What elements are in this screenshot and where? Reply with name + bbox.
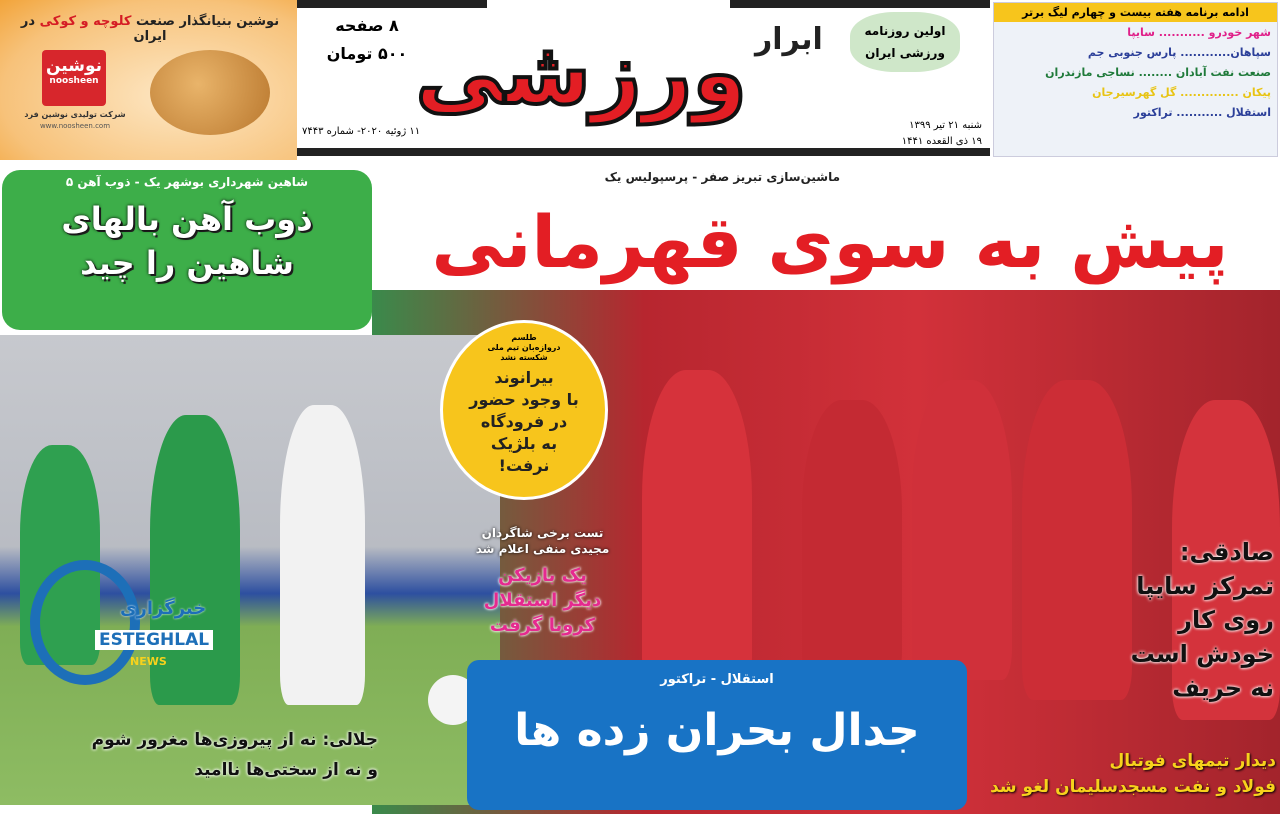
- watermark-fa: خبرگزاری: [120, 598, 207, 619]
- league-schedule-box: [993, 2, 1278, 157]
- league-match: پیکان .............. گل گهرسیرجان: [1092, 86, 1271, 99]
- corona-story: [455, 525, 630, 638]
- watermark-en: ESTEGHLAL: [95, 630, 213, 650]
- story-headline: جدال بحران زده ها: [514, 705, 920, 756]
- logo-prefix: ابرار: [755, 22, 823, 57]
- league-match: صنعت نفت آبادان ........ نساجی مازندران: [1045, 66, 1271, 79]
- newspaper-logo: ورزشی: [415, 21, 747, 124]
- esteghlal-tractor-story: [467, 660, 967, 810]
- issue-date: شنبه ۲۱ تیر ۱۳۹۹ ۱۹ ذی القعده ۱۴۴۱: [901, 120, 982, 147]
- cookie-image: [150, 50, 270, 135]
- esteghlal-news-watermark: [20, 560, 220, 690]
- issue-line: ۱۱ ژوئیه ۲۰۲۰- شماره ۷۴۴۳: [302, 126, 421, 137]
- story-kicker: طلسم دروازه‌بان تیم ملی شکسته نشد: [487, 333, 561, 362]
- league-match: سپاهان............ پارس جنوبی جم: [1087, 46, 1271, 59]
- story-headline: بیرانوند با وجود حضور در فرودگاه به بلژیک نرفت!: [469, 368, 579, 475]
- league-match: شهر خودرو ........... سایپا: [1127, 26, 1271, 39]
- ad-logo: نوشین noosheen: [42, 50, 106, 106]
- story-headline: یک بازیکن دیگر استقلال کرونا گرفت: [483, 565, 602, 636]
- story-kicker: تست برخی شاگردان مجیدی منفی اعلام شد: [475, 526, 610, 556]
- noosheen-ad: [0, 0, 297, 160]
- first-sports-paper-badge: اولین روزنامه ورزشی ایران: [850, 12, 960, 72]
- masthead: [297, 0, 990, 160]
- watermark-ring-icon: [30, 560, 140, 685]
- ad-headline: نوشین بنیانگذار صنعت کلوچه و کوکی در ایران: [20, 14, 280, 44]
- divider: [297, 148, 990, 156]
- divider: [730, 0, 990, 8]
- page-count-price: ۸ صفحه ۵۰۰ تومان: [326, 16, 408, 63]
- beiranvand-story: [440, 320, 608, 500]
- watermark-news: NEWS: [130, 655, 167, 668]
- main-kicker: ماشین‌سازی تبریز صفر - پرسپولیس یک: [604, 170, 840, 184]
- league-title: ادامه برنامه هفته بیست و چهارم لیگ برتر: [994, 3, 1277, 22]
- story-kicker: استقلال - تراکتور: [660, 672, 774, 687]
- story-headline: ذوب آهن بالهای شاهین را چید: [61, 200, 313, 282]
- ad-website: www.noosheen.com: [39, 122, 111, 130]
- sadeghi-quote: صادقی: تمرکز سایپا روی کار خودش است نه حریف: [1130, 538, 1274, 702]
- ad-company: شرکت تولیدی نوشین فرد: [24, 110, 126, 119]
- league-match: استقلال ........... تراکتور: [1133, 106, 1271, 119]
- zob-ahan-story: [2, 170, 372, 330]
- match-cancelled-story: دیدار تیمهای فوتبال فولاد و نفت مسجدسلیمان لغو شد: [990, 751, 1276, 797]
- story-kicker: شاهین شهرداری بوشهر یک - ذوب آهن ۵: [65, 175, 309, 189]
- main-headline: پیش به سوی قهرمانی: [431, 200, 1229, 284]
- jalali-quote: جلالی: نه از پیروزی‌ها مغرور شوم و نه از سختی‌ها ناامید: [91, 730, 378, 780]
